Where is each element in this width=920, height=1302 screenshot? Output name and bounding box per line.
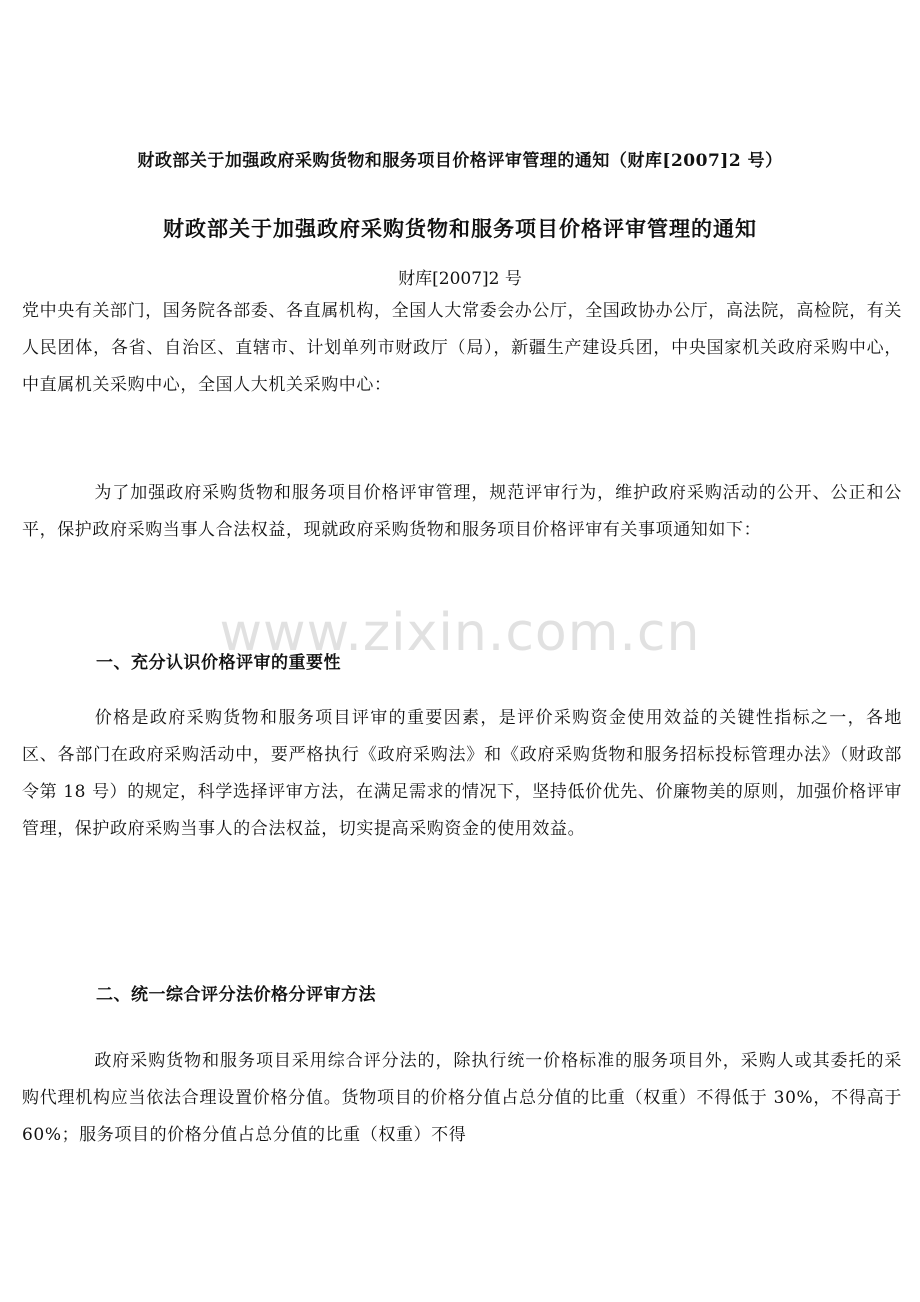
section2-paragraph-text: 政府采购货物和服务项目采用综合评分法的，除执行统一价格标准的服务项目外，采购人或其委托的采购代理机构应当依法合理设置价格分值。货物项目的价格分值占总分值的比重（权重）不得低于 30%，不得高于 60%；服务项目的价格分值占总分值的比重（权重）不得 [22,1051,902,1145]
section1-paragraph-text: 价格是政府采购货物和服务项目评审的重要因素，是评价采购资金使用效益的关键性指标之一，各地区、各部门在政府采购活动中，要严格执行《政府采购法》和《政府采购货物和服务招标投标管理办法》（财政部令第 18 号）的规定，科学选择评审方法，在满足需求的情况下，坚持低价优先、价廉物美的原则，加强价格评审管理，保护政府采购当事人的合法权益，切实提高采购资金的使用效益。 [22,708,902,839]
document-header-title: 财政部关于加强政府采购货物和服务项目价格评审管理的通知（财库[2007]2 号） [137,151,783,171]
section-heading-2: 二、统一综合评分法价格分评审方法 [96,985,376,1005]
document-main-title: 财政部关于加强政府采购货物和服务项目价格评审管理的通知 [163,216,757,241]
recipients-paragraph: 党中央有关部门，国务院各部委、各直属机构，全国人大常委会办公厅，全国政协办公厅，高法院，高检院，有关人民团体，各省、自治区、直辖市、计划单列市财政厅（局），新疆生产建设兵团，中央国家机关政府采购中心，中直属机关采购中心，全国人大机关采购中心： [22,301,902,395]
intro-paragraph-text: 为了加强政府采购货物和服务项目价格评审管理，规范评审行为，维护政府采购活动的公开、公正和公平，保护政府采购当事人合法权益，现就政府采购货物和服务项目价格评审有关事项通知如下： [22,483,902,540]
intro-paragraph [22,475,902,549]
document-number: 财库[2007]2 号 [398,269,522,289]
section-heading-1: 一、充分认识价格评审的重要性 [96,653,341,673]
watermark: www.zixin.com.cn [219,603,701,663]
section1-paragraph [22,700,902,848]
section2-paragraph [22,1043,902,1154]
